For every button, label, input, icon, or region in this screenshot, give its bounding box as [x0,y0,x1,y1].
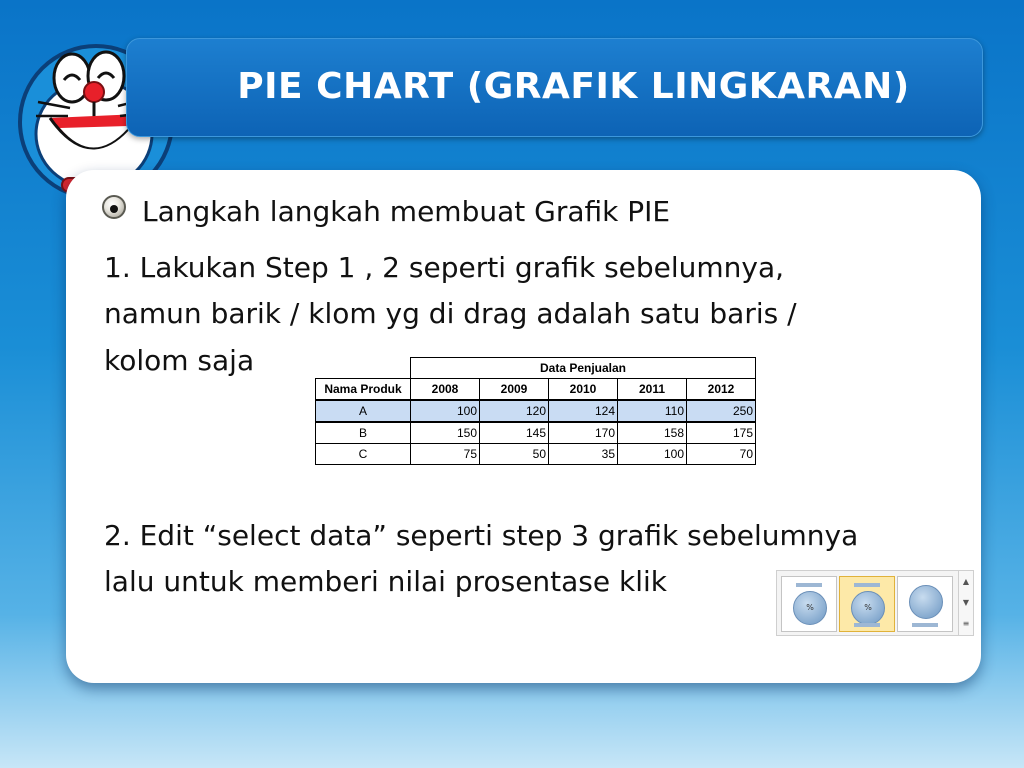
chart-layout-option-1[interactable] [781,576,837,632]
chart-layout-gallery [776,570,974,636]
table-cell: 175 [687,422,756,444]
pie-icon [909,585,943,619]
table-cell: 100 [618,444,687,465]
table-cell: 70 [687,444,756,465]
product-name: C [316,444,411,465]
table-cell: 170 [549,422,618,444]
step1-line2: namun barik / klom yg di drag adalah satu baris / [104,297,797,330]
table-cell: 35 [549,444,618,465]
layout-legend-icon [912,623,938,627]
year-header: 2010 [549,379,618,401]
table-row-header: Nama Produk [316,379,411,401]
pie-percent-icon: % [851,591,885,625]
chart-layout-option-3[interactable] [897,576,953,632]
table-cell: 124 [549,400,618,422]
gallery-scrollbar[interactable] [958,571,973,635]
layout-title-icon [796,583,822,587]
table-cell: 150 [411,422,480,444]
table-cell: 158 [618,422,687,444]
table-cell: 250 [687,400,756,422]
product-name: A [316,400,411,422]
scroll-down-icon[interactable]: ▼ [962,598,970,607]
table-cell: 75 [411,444,480,465]
table-cell: 110 [618,400,687,422]
slide-title: PIE CHART (GRAFIK LINGKARAN) [237,66,910,107]
step1-line1: 1. Lakukan Step 1 , 2 seperti grafik sebelumnya, [104,251,785,284]
table-cell: 145 [480,422,549,444]
table-cell: 120 [480,400,549,422]
step1-line3: kolom saja [104,344,255,377]
product-name: B [316,422,411,444]
layout-legend-icon [854,623,880,627]
table-cell: 100 [411,400,480,422]
step2-line2: lalu untuk memberi nilai prosentase klik [104,565,668,598]
step2-line1: 2. Edit “select data” seperti step 3 grafik sebelumnya [104,519,859,552]
table-group-header: Data Penjualan [411,358,756,379]
table-row [316,444,756,465]
table-row [316,422,756,444]
table-row [316,400,756,422]
bullet-text: Langkah langkah membuat Grafik PIE [142,195,671,228]
gallery-more-icon[interactable]: ≡ [962,619,970,628]
year-header: 2011 [618,379,687,401]
table-cell: 50 [480,444,549,465]
layout-title-icon [854,583,880,587]
sales-data-table [315,357,756,465]
year-header: 2012 [687,379,756,401]
year-header: 2008 [411,379,480,401]
scroll-up-icon[interactable]: ▲ [962,577,970,586]
year-header: 2009 [480,379,549,401]
bullet-icon [102,195,126,219]
pie-percent-icon: % [793,591,827,625]
chart-layout-option-2[interactable] [839,576,895,632]
